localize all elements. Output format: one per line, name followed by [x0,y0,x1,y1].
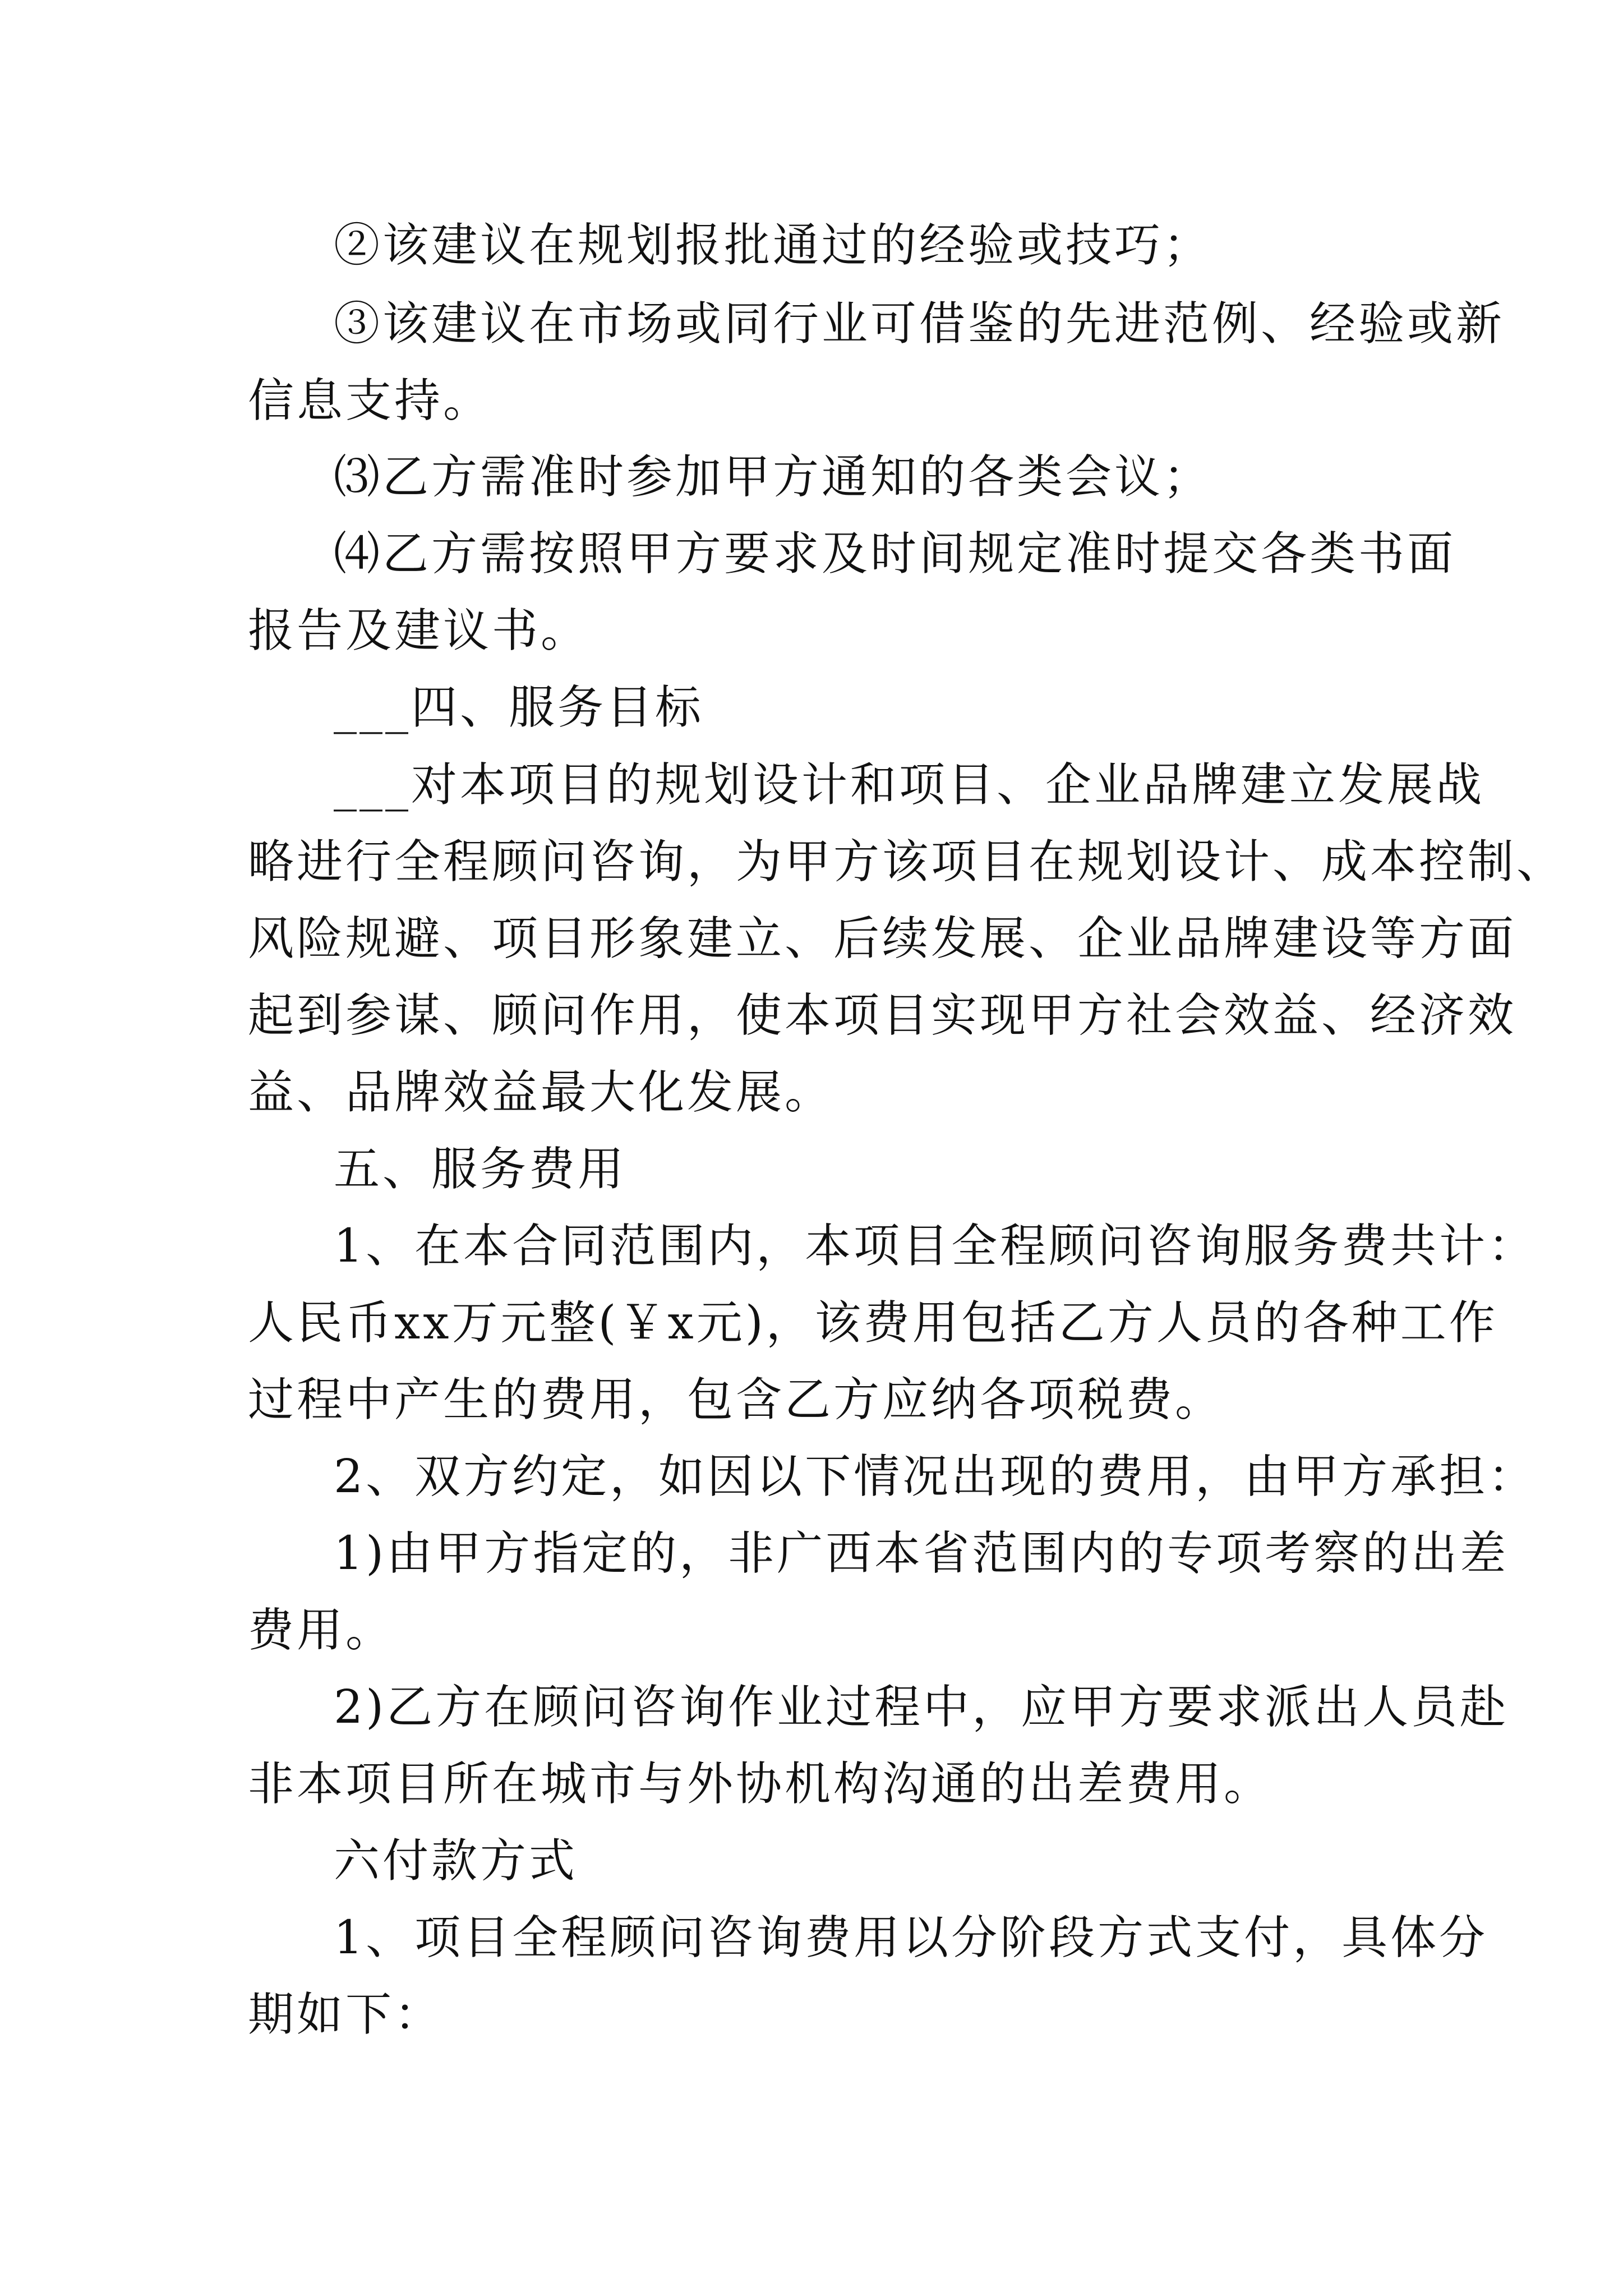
item-4-line-1: ⑷乙方需按照甲方要求及时间规定准时提交各类书面 [334,527,1456,581]
fee-item-2-line: 2、双方约定，如因以下情况出现的费用，由甲方承担： [334,1450,1537,1503]
fee-subitem-2-line-1: 2)乙方在顾问咨询作业过程中，应甲方要求派出人员赴 [334,1681,1509,1734]
section-6-heading: 六付款方式 [334,1834,578,1888]
clause-3-line-2: 信息支持。 [248,374,492,427]
section-4-body-line-5: 益、品牌效益最大化发展。 [248,1066,834,1119]
payment-item-1-line-1: 1、项目全程顾问咨询费用以分阶段方式支付，具体分 [334,1911,1488,1964]
payment-item-1-line-2: 期如下： [248,1988,444,2041]
fee-item-1-line-2: 人民币xx万元整(￥x元)，该费用包括乙方人员的各种工作 [248,1296,1498,1350]
section-4-body-line-2: 略进行全程顾问咨询，为甲方该项目在规划设计、成本控制、 [248,835,1566,889]
section-4-body-line-1: ___对本项目的规划设计和项目、企业品牌建立发展战 [334,758,1485,812]
fee-subitem-2-line-2: 非本项目所在城市与外协机构沟通的出差费用。 [248,1757,1273,1811]
section-4-body-line-3: 风险规避、项目形象建立、后续发展、企业品牌建设等方面 [248,912,1517,965]
clause-3-line-1: ③该建议在市场或同行业可借鉴的先进范例、经验或新 [334,297,1505,351]
fee-item-1-line-1: 1、在本合同范围内，本项目全程顾问咨询服务费共计： [334,1220,1537,1273]
section-4-body-line-4: 起到参谋、顾问作用，使本项目实现甲方社会效益、经济效 [248,989,1517,1042]
fee-subitem-1-line-1: 1)由甲方指定的，非广西本省范围内的专项考察的出差 [334,1527,1509,1580]
item-4-line-2: 报告及建议书。 [248,604,590,657]
item-3-line: ⑶乙方需准时参加甲方通知的各类会议； [334,450,1212,504]
fee-subitem-1-line-2: 费用。 [248,1604,395,1657]
section-4-heading: ___四、服务目标 [334,681,704,734]
section-5-heading: 五、服务费用 [334,1143,627,1196]
fee-item-1-line-3: 过程中产生的费用，包含乙方应纳各项税费。 [248,1373,1224,1427]
clause-2-line: ②该建议在规划报批通过的经验或技巧； [334,219,1212,272]
